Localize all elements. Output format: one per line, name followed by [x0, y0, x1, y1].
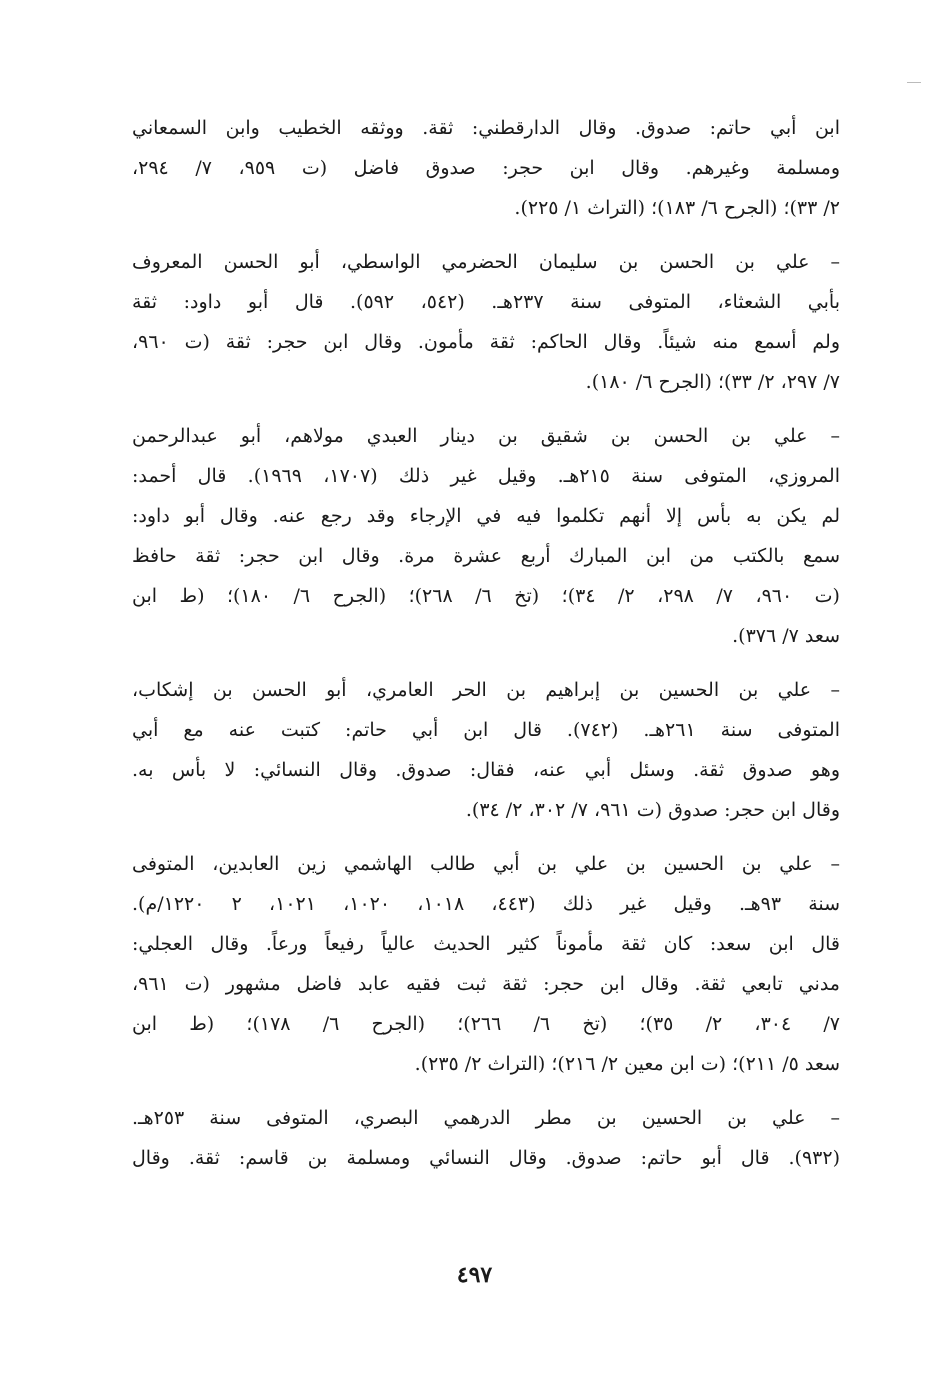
- paragraph-6: [132, 1098, 840, 1178]
- text-line: ٢/ ٣٣)؛ (الجرح ٦/ ١٨٣)؛ (التراث ١/ ٢٢٥).: [514, 197, 840, 219]
- body-text: [132, 108, 840, 1192]
- text-line: (ت ٩٦٠، ٧/ ٢٩٨، ٢/ ٣٤)؛ (تخ ٦/ ٢٦٨)؛ (الجرح ٦/ ١٨٠)؛ (ط ابن: [132, 585, 840, 607]
- text-line: سعد ٥/ ٢١١)؛ (ت ابن معين ٢/ ٢١٦)؛ (التراث ٢/ ٢٣٥).: [414, 1053, 840, 1075]
- text-line: بأبي الشعثاء، المتوفى سنة ٢٣٧هـ. (٥٤٢، ٥٩٢). قال أبو داود: ثقة: [132, 291, 840, 313]
- paragraph-1: [132, 108, 840, 228]
- text-line: ٧/ ٣٠٤، ٢/ ٣٥)؛ (تخ ٦/ ٢٦٦)؛ (الجرح ٦/ ١٧٨)؛ (ط ابن: [132, 1013, 840, 1035]
- text-line: – علي بن الحسين بن إبراهيم بن الحر العامري، أبو الحسن بن إشكاب،: [132, 679, 840, 701]
- text-line: لم يكن به بأس إلا أنهم تكلموا فيه في الإرجاء وقد رجع عنه. وقال أبو داود:: [132, 505, 840, 527]
- page-number: ٤٩٧: [456, 1262, 493, 1288]
- text-line: مدني تابعي ثقة. وقال ابن حجر: ثقة ثبت فقيه عابد فاضل مشهور (ت ٩٦١،: [132, 973, 840, 995]
- text-line: – علي بن الحسن بن شقيق بن دينار العبدي مولاهم، أبو عبدالرحمن: [132, 425, 840, 447]
- text-line: ولم أسمع منه شيئاً. وقال الحاكم: ثقة مأمون. وقال ابن حجر: ثقة (ت ٩٦٠،: [132, 331, 840, 353]
- paragraph-5: [132, 844, 840, 1084]
- text-line: وقال ابن حجر: صدوق (ت ٩٦١، ٧/ ٣٠٢، ٢/ ٣٤).: [465, 799, 840, 821]
- text-line: – علي بن الحسين بن مطر الدرهمي البصري، المتوفى سنة ٢٥٣هـ.: [132, 1107, 840, 1129]
- text-line: المروزي، المتوفى سنة ٢١٥هـ. وقيل غير ذلك (١٧٠٧، ١٩٦٩). قال أحمد:: [132, 465, 840, 487]
- text-line: سمع بالكتب من ابن المبارك أربع عشرة مرة. وقال ابن حجر: ثقة حافظ: [132, 545, 840, 567]
- text-line: وهو صدوق ثقة. وسئل أبي عنه، فقال: صدوق. وقال النسائي: لا بأس به.: [132, 759, 840, 781]
- paragraph-3: [132, 416, 840, 656]
- text-line: (٩٣٢). قال أبو حاتم: صدوق. وقال النسائي ومسلمة بن قاسم: ثقة. وقال: [132, 1147, 840, 1169]
- text-line: ومسلمة وغيرهم. وقال ابن حجر: صدوق فاضل (ت ٩٥٩، ٧/ ٢٩٤،: [132, 157, 840, 179]
- text-line: ابن أبي حاتم: صدوق. وقال الدارقطني: ثقة. ووثقه الخطيب وابن السمعاني: [132, 117, 840, 139]
- text-line: – علي بن الحسن بن سليمان الحضرمي الواسطي، أبو الحسن المعروف: [132, 251, 840, 273]
- text-line: – علي بن الحسين بن علي بن أبي طالب الهاشمي زين العابدين، المتوفى: [132, 853, 840, 875]
- paragraph-2: [132, 242, 840, 402]
- text-line: سنة ٩٣هـ. وقيل غير ذلك (٤٤٣، ١٠١٨، ١٠٢٠، ١٠٢١، ٢ ١٢٢٠/م).: [132, 893, 840, 915]
- text-line: ٧/ ٢٩٧، ٢/ ٣٣)؛ (الجرح ٦/ ١٨٠).: [585, 371, 840, 393]
- paragraph-4: [132, 670, 840, 830]
- edge-mark: [907, 82, 921, 83]
- text-line: سعد ٧/ ٣٧٦).: [732, 625, 840, 647]
- text-line: قال ابن سعد: كان ثقة مأموناً كثير الحديث عالياً رفيعاً ورعاً. وقال العجلي:: [132, 933, 840, 955]
- text-line: المتوفى سنة ٢٦١هـ. (٧٤٢). قال ابن أبي حاتم: كتبت عنه مع أبي: [132, 719, 840, 741]
